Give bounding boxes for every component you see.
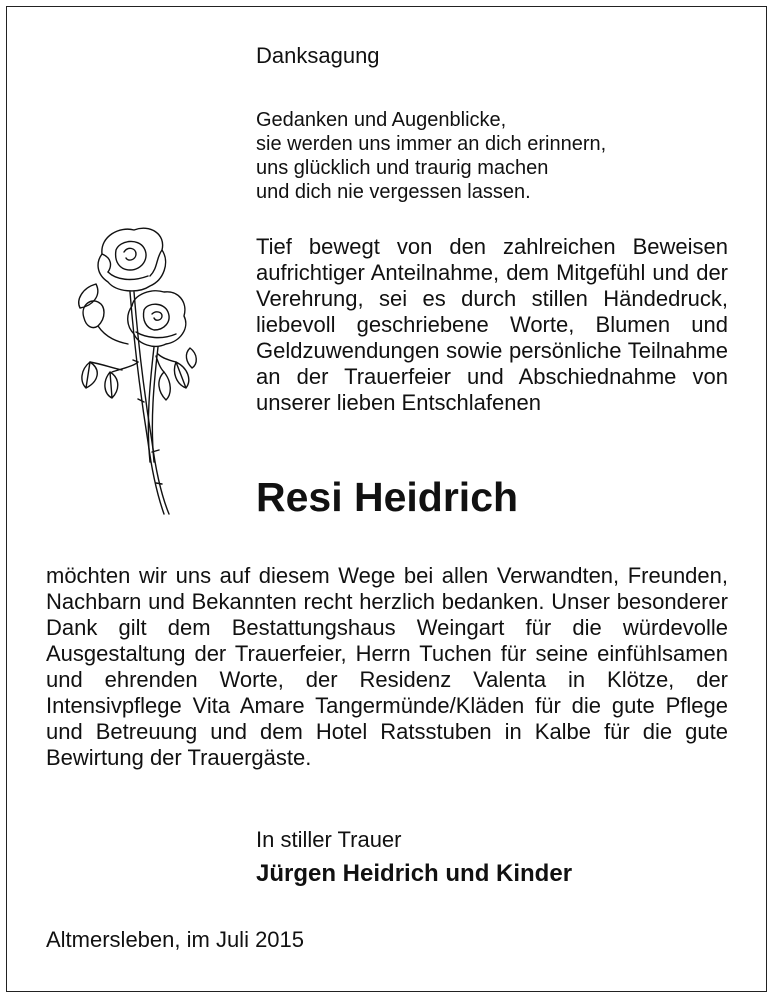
- intro-text: Tief bewegt von den zahlreichen Beweisen aufrichtiger Anteilnahme, dem Mitgefühl und der Verehrung, sei es durch stillen Händedruck, liebevoll geschriebene Worte, Blumen und Geldzuwendungen sowie persönliche Teilnahme an der Trauerfeier und Abschiednahme von unserer lieben Entschlafenen: [256, 234, 728, 415]
- body-text: möchten wir uns auf diesem Wege bei allen Verwandten, Freunden, Nachbarn und Bekannten recht herzlich bedanken. Unser besonderer Dank gilt dem Bestattungshaus Weingart für die würdevolle Ausgestaltung der Trauerfeier, Herrn Tuchen für seine einfühlsamen und ehrenden Worte, der Residenz Valenta in Klötze, der Intensivpflege Vita Amare Tangermünde/Kläden für die gute Pflege und Betreuung und dem Hotel Ratsstuben in Kalbe für die gute Bewirtung der Trauergäste.: [46, 563, 728, 770]
- signature: Jürgen Heidrich und Kinder: [256, 860, 573, 887]
- poem-line: uns glücklich und traurig machen: [256, 157, 549, 179]
- notice-heading: Danksagung: [256, 43, 380, 68]
- closing-line: In stiller Trauer: [256, 827, 402, 852]
- poem-line: und dich nie vergessen lassen.: [256, 181, 531, 203]
- poem-line: Gedanken und Augenblicke,: [256, 109, 507, 131]
- rose-icon: [72, 222, 202, 522]
- poem: [256, 108, 606, 204]
- place-date: Altmersleben, im Juli 2015: [46, 927, 305, 952]
- poem-line: sie werden uns immer an dich erinnern,: [256, 133, 607, 155]
- deceased-name: Resi Heidrich: [256, 474, 519, 520]
